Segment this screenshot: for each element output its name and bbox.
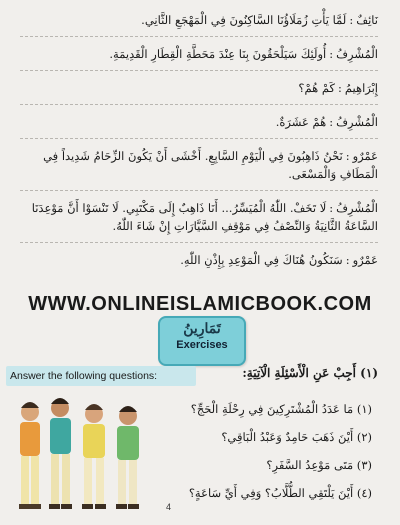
speaker-name: الْمُشْرِفُ	[336, 115, 378, 129]
dialogue-text: هُمْ عَشَرَةٌ.	[275, 115, 327, 129]
question-heading: (١) أَجِبْ عَنِ الْأَسْئِلَةِ الْآتِيَةِ:	[242, 366, 378, 380]
dialogue-text: لَمَّا يَأْتِ زُمَلَاؤُنَا السَّاكِنُونَ فِي الْمَهْجَعِ الثَّانِي.	[141, 13, 347, 27]
dialogue-line	[20, 144, 378, 186]
questions-list	[142, 395, 372, 507]
student-figure	[49, 398, 72, 509]
dialogue-line	[20, 76, 378, 100]
instruction-english: Answer the following questions:	[10, 370, 158, 382]
watermark: WWW.ONLINEISLAMICBOOK.COM	[28, 293, 372, 315]
speaker-separator: :	[349, 13, 354, 27]
dialogue-text: كَمْ هُمْ؟	[298, 81, 335, 95]
dialogue-section	[20, 8, 378, 272]
speaker-separator: :	[329, 201, 334, 215]
question-item: (٤) أَيْنَ يَلْتَقِي الطُّلَّابُ؟ وَفِي أَيِّ سَاعَةٍ؟	[188, 486, 372, 500]
exercises-header-box	[158, 316, 246, 366]
dialogue-text: سَنَكُونُ هُنَاكَ فِي الْمَوْعِدِ بِإِذْنِ اللّٰهِ.	[180, 253, 343, 267]
divider	[20, 36, 378, 37]
dialogue-line	[20, 110, 378, 134]
speaker-separator: :	[345, 253, 350, 267]
page-number: 4	[166, 502, 172, 512]
divider	[20, 190, 378, 191]
question-item: (١) مَا عَدَدُ الْمُشْتَرِكِينَ فِي رِحْلَةِ الْحَجِّ؟	[190, 402, 372, 416]
question-item: (٣) مَتَى مَوْعِدُ السَّفَرِ؟	[266, 458, 372, 472]
dialogue-line	[20, 248, 378, 272]
speaker-name: إِبْرَاهِيمُ	[344, 81, 378, 95]
speaker-separator: :	[345, 149, 350, 163]
divider	[20, 242, 378, 243]
divider	[20, 138, 378, 139]
student-figure	[82, 404, 106, 509]
speaker-separator: :	[338, 81, 342, 95]
speaker-separator: :	[329, 115, 334, 129]
speaker-name: عَمْرٌو	[352, 149, 378, 163]
dialogue-text: نَحْنُ ذَاهِبُونَ فِي الْيَوْمِ السَّابِعِ. أَخْشَى أَنْ يَكُونَ الزِّحَامُ شَدِيداً فِي الْمَطَافِ وَالْمَسْعَى.	[43, 149, 378, 181]
dialogue-line	[20, 196, 378, 238]
dialogue-text: لَا تَخَفْ. اللّٰهُ الْمُيَسِّرُ... أَنَا ذَاهِبٌ إِلَى مَكْتَبِي. لَا تَنْسَوْا أَنَّ مَوْعِدَنَا السَّاعَةُ الثَّانِيَةُ وَالنِّصْفُ فِي مَوْقِفِ السَّيَّارَاتِ إِنْ شَاءَ اللّٰهُ.	[31, 201, 378, 233]
speaker-name: الْمُشْرِفُ	[336, 201, 378, 215]
speaker-name: عَمْرٌو	[352, 253, 378, 267]
question-item: (٢) أَيْنَ ذَهَبَ حَامِدٌ وَعَبْدُ الْبَاقِي؟	[221, 430, 372, 444]
dialogue-text: أُولَئِكَ سَيَلْحَقُونَ بِنَا عِنْدَ مَحَطَّةِ الْقِطَارِ الْقَدِيمَةِ.	[109, 47, 327, 61]
exercises-title-arabic: تَمَارِينُ	[183, 321, 221, 337]
speaker-separator: :	[329, 47, 334, 61]
students-illustration-icon	[8, 390, 158, 522]
student-figure	[19, 402, 41, 509]
exercises-title-english: Exercises	[176, 339, 228, 351]
dialogue-line	[20, 42, 378, 66]
student-figure	[116, 406, 139, 509]
divider	[20, 104, 378, 105]
dialogue-line	[20, 8, 378, 32]
speaker-name: الْمُشْرِفُ	[336, 47, 378, 61]
divider	[20, 70, 378, 71]
speaker-name: نَائِفٌ	[356, 13, 378, 27]
